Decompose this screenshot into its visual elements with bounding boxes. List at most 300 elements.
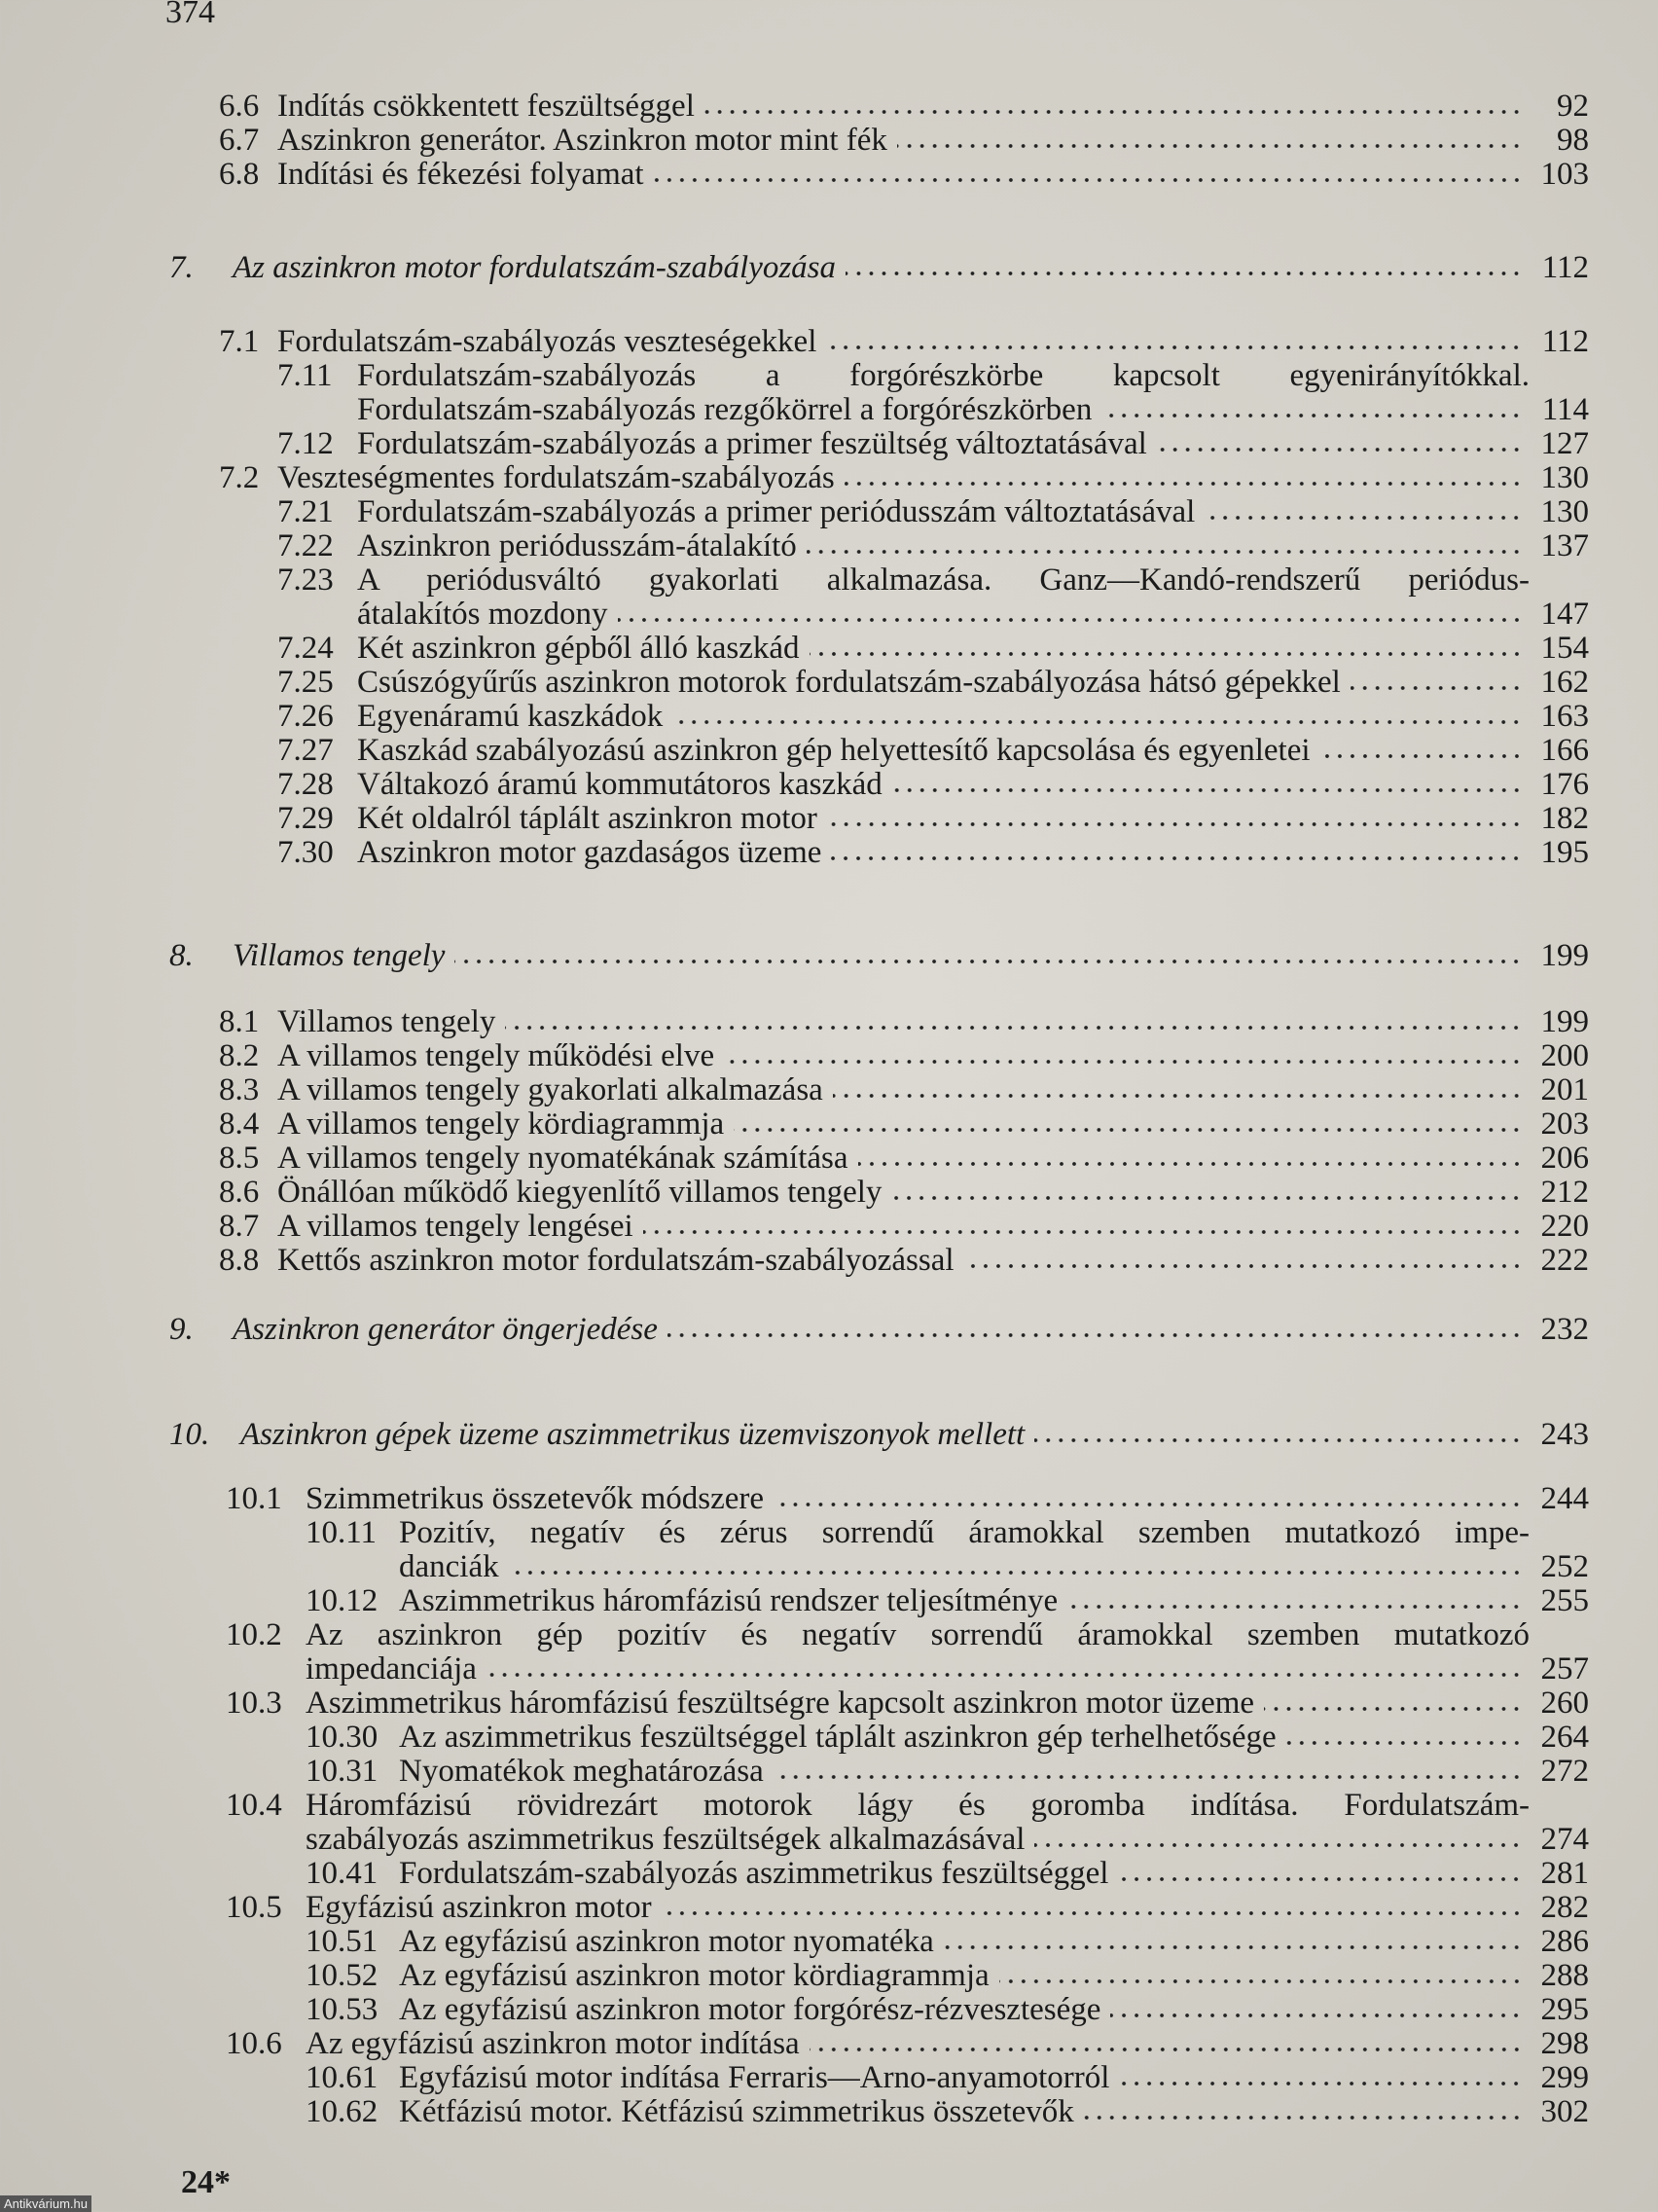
toc-entry: [0, 1244, 1658, 1278]
entry-number: 10.: [169, 1417, 210, 1452]
dot-leader: [1157, 446, 1523, 453]
entry-page-number: 302: [1540, 2094, 1589, 2129]
entry-page-number: 92: [1557, 89, 1589, 124]
entry-page-number: 130: [1540, 460, 1589, 495]
entry-page-number: 220: [1540, 1209, 1589, 1244]
dot-leader: [724, 1058, 1523, 1066]
entry-page-number: 295: [1540, 1992, 1589, 2027]
entry-text: [306, 1891, 1589, 1925]
entry-number: 7.22: [277, 528, 334, 563]
entry-number: 7.26: [277, 699, 334, 734]
toc-block: [0, 325, 1658, 870]
dot-leader: [774, 1773, 1523, 1781]
entry-text: [277, 1244, 1589, 1278]
entry-number: 7.28: [277, 767, 334, 802]
toc-entry: [0, 158, 1658, 192]
toc-entry: [0, 1039, 1658, 1073]
entry-page-number: 200: [1540, 1038, 1589, 1073]
entry-text: [399, 2061, 1589, 2095]
chapter-entry: [0, 251, 1658, 285]
entry-line: [0, 1993, 1658, 2027]
dot-leader: [999, 1977, 1523, 1985]
entry-page-number: 286: [1540, 1924, 1589, 1959]
entry-line: [0, 563, 1658, 598]
entry-number: 10.11: [306, 1515, 378, 1550]
toc-entry: [0, 1142, 1658, 1176]
dot-leader: [643, 1228, 1523, 1236]
entry-line: [0, 1073, 1658, 1107]
entry-text: [277, 1210, 1589, 1244]
entry-line: [0, 939, 1658, 973]
entry-page-number: 298: [1540, 2026, 1589, 2061]
entry-text: [399, 1857, 1589, 1891]
entry-number: 9.: [169, 1312, 194, 1347]
entry-number: 8.1: [219, 1004, 260, 1039]
entry-line: [0, 90, 1658, 124]
entry-text: [399, 1959, 1589, 1993]
entry-number: 10.41: [306, 1856, 378, 1891]
entry-line: [0, 1959, 1658, 1993]
entry-page-number: 212: [1540, 1175, 1589, 1210]
entry-title: Fordulatszám-szabályozás rezgőkörrel a forgórészkörben: [357, 392, 1093, 427]
entry-text: [357, 393, 1589, 427]
toc-block: [0, 939, 1658, 973]
entry-line: [0, 1313, 1658, 1347]
entry-title: Fordulatszám-szabályozás aszimmetrikus feszültséggel: [399, 1856, 1109, 1891]
toc-entry: [0, 1482, 1658, 1516]
entry-text: [399, 2095, 1589, 2129]
entry-title: A periódusváltó gyakorlati alkalmazása. Ganz—Kandó-rendszerű periódus-: [357, 562, 1530, 598]
entry-page-number: 112: [1541, 250, 1589, 285]
entry-line: [0, 1584, 1658, 1618]
entry-number: 8.3: [219, 1072, 260, 1107]
entry-number: 7.11: [277, 358, 333, 393]
entry-page-number: 264: [1540, 1720, 1589, 1755]
toc-block: [0, 90, 1658, 192]
entry-line: [0, 1005, 1658, 1039]
entry-line: [0, 632, 1658, 666]
toc-entry: [0, 1073, 1658, 1107]
entry-page-number: 199: [1540, 938, 1589, 973]
entry-number: 10.3: [226, 1686, 282, 1721]
dot-leader: [858, 1160, 1523, 1168]
entry-text: [399, 1584, 1589, 1618]
entry-title: Pozitív, negatív és zérus sorrendű áramokkal szemben mutatkozó impe-: [399, 1515, 1530, 1550]
dot-leader: [897, 142, 1523, 150]
entry-number: 10.51: [306, 1924, 378, 1959]
entry-title: Az egyfázisú aszinkron motor indítása: [306, 2026, 800, 2061]
entry-page-number: 166: [1540, 733, 1589, 768]
entry-text: [357, 529, 1589, 563]
entry-page-number: 244: [1540, 1481, 1589, 1516]
entry-text: [399, 1755, 1589, 1789]
dot-leader: [774, 1501, 1523, 1508]
entry-number: 10.61: [306, 2060, 378, 2095]
entry-title: Háromfázisú rövidrezárt motorok lágy és goromba indítása. Fordulatszám-: [306, 1788, 1530, 1823]
entry-page-number: 203: [1540, 1106, 1589, 1142]
entry-number: 7.24: [277, 631, 334, 666]
entry-line: [0, 1482, 1658, 1516]
toc-block: [0, 251, 1658, 285]
entry-page-number: 281: [1540, 1856, 1589, 1891]
entry-text: [357, 427, 1589, 461]
dot-leader: [704, 108, 1523, 116]
chapter-entry: [0, 1418, 1658, 1452]
entry-title: Váltakozó áramú kommutátoros kaszkád: [357, 767, 883, 802]
entry-text: [306, 1789, 1530, 1823]
entry-line: [0, 124, 1658, 158]
entry-title: Az egyfázisú aszinkron motor nyomatéka: [399, 1924, 934, 1959]
toc-entry: [0, 2061, 1658, 2095]
entry-page-number: 206: [1540, 1141, 1589, 1176]
entry-line: [0, 1618, 1658, 1652]
entry-line: [0, 700, 1658, 734]
entry-title: Villamos tengely: [233, 938, 446, 973]
entry-line: [0, 495, 1658, 529]
entry-number: 10.4: [226, 1788, 282, 1823]
toc-entry: [0, 1686, 1658, 1721]
entry-text: [357, 666, 1589, 700]
entry-text: [357, 836, 1589, 870]
entry-title: Két aszinkron gépből álló kaszkád: [357, 631, 800, 666]
entry-title: Villamos tengely: [277, 1004, 496, 1039]
entry-title: Veszteségmentes fordulatszám-szabályozás: [277, 460, 835, 495]
entry-line: [0, 2095, 1658, 2129]
dot-leader: [1067, 1603, 1523, 1611]
entry-page-number: 176: [1540, 767, 1589, 802]
entry-number: 7.29: [277, 801, 334, 836]
toc-entry: [0, 1891, 1658, 1925]
entry-text: [399, 1721, 1589, 1755]
entry-line: [0, 2027, 1658, 2061]
entry-title: Az egyfázisú aszinkron motor forgórész-rézvesztesége: [399, 1992, 1101, 2027]
dot-leader: [454, 958, 1523, 965]
toc-entry: [0, 666, 1658, 700]
entry-text: [240, 1418, 1589, 1452]
entry-number: 6.6: [219, 89, 260, 124]
entry-line: [0, 251, 1658, 285]
entry-number: 10.6: [226, 2026, 282, 2061]
dot-leader: [827, 820, 1523, 828]
entry-line: [0, 359, 1658, 393]
toc-entry: [0, 461, 1658, 495]
toc-entry: [0, 1925, 1658, 1959]
entry-title: Indítás csökkentett feszültséggel: [277, 89, 695, 124]
entry-title: Az aszimmetrikus feszültséggel táplált aszinkron gép terhelhetősége: [399, 1720, 1277, 1755]
entry-number: 10.52: [306, 1958, 378, 1993]
entry-title: Fordulatszám-szabályozás a primer feszültség változtatásával: [357, 426, 1147, 461]
entry-page-number: 252: [1540, 1549, 1589, 1584]
entry-text: [306, 1652, 1589, 1686]
entry-title: Aszimmetrikus háromfázisú rendszer teljesítménye: [399, 1583, 1059, 1618]
entry-number: 10.62: [306, 2094, 378, 2129]
dot-leader: [1119, 2080, 1523, 2087]
entry-page-number: 232: [1540, 1312, 1589, 1347]
entry-page-number: 222: [1540, 1243, 1589, 1278]
dot-leader: [891, 1194, 1523, 1202]
entry-title: danciák: [399, 1549, 499, 1584]
entry-title: Csúszógyűrűs aszinkron motorok fordulatszám-szabályozása hátsó gépekkel: [357, 665, 1341, 700]
entry-text: [357, 734, 1589, 768]
entry-title: Aszinkron generátor. Aszinkron motor mint fék: [277, 123, 887, 158]
entry-number: 10.30: [306, 1720, 378, 1755]
entry-title: Szimmetrikus összetevők módszere: [306, 1481, 765, 1516]
toc-entry: [0, 836, 1658, 870]
toc-entry: [0, 427, 1658, 461]
entry-number: 7.12: [277, 426, 334, 461]
entry-line: [0, 1176, 1658, 1210]
entry-title: Aszinkron gépek üzeme aszimmetrikus üzemviszonyok mellett: [240, 1417, 1026, 1452]
entry-title: Két oldalról táplált aszinkron motor: [357, 801, 817, 836]
toc-entry: [0, 124, 1658, 158]
entry-line: [0, 1039, 1658, 1073]
dot-leader: [892, 786, 1523, 794]
entry-number: 6.7: [219, 123, 260, 158]
entry-text: [277, 1142, 1589, 1176]
entry-number: 8.2: [219, 1038, 260, 1073]
entry-line: [0, 1857, 1658, 1891]
entry-text: [357, 563, 1530, 598]
entry-number: 8.7: [219, 1209, 260, 1244]
entry-title: Indítási és fékezési folyamat: [277, 157, 644, 192]
dot-leader: [618, 616, 1523, 624]
dot-leader: [964, 1262, 1523, 1270]
entry-line: [0, 1210, 1658, 1244]
entry-title: Fordulatszám-szabályozás a primer periódusszám változtatásával: [357, 494, 1196, 529]
entry-text: [277, 461, 1589, 495]
entry-page-number: 98: [1557, 123, 1589, 158]
toc-entry: [0, 2027, 1658, 2061]
entry-page-number: 130: [1540, 494, 1589, 529]
dot-leader: [1110, 2012, 1523, 2019]
entry-text: [306, 1618, 1530, 1652]
toc-entry: [0, 1755, 1658, 1789]
dot-leader: [845, 480, 1523, 488]
entry-line: [0, 1686, 1658, 1721]
entry-number: 10.1: [226, 1481, 282, 1516]
toc-entry: [0, 2095, 1658, 2129]
entry-title: átalakítós mozdony: [357, 597, 608, 632]
entry-number: 7.21: [277, 494, 334, 529]
entry-line: [0, 393, 1658, 427]
entry-number: 7.27: [277, 733, 334, 768]
entry-text: [357, 700, 1589, 734]
entry-page-number: 195: [1540, 835, 1589, 870]
entry-text: [357, 359, 1530, 393]
entry-number: 7.25: [277, 665, 334, 700]
entry-title: Fordulatszám-szabályozás a forgórészkörbe kapcsolt egyenirányítókkal.: [357, 358, 1530, 393]
entry-line: [0, 1244, 1658, 1278]
entry-title: Egyfázisú aszinkron motor: [306, 1890, 652, 1925]
entry-text: [357, 598, 1589, 632]
toc-entry: [0, 1993, 1658, 2027]
toc-block: [0, 1482, 1658, 2129]
entry-title: Az aszinkron motor fordulatszám-szabályozása: [233, 250, 837, 285]
dot-leader: [1101, 412, 1523, 419]
entry-page-number: 255: [1540, 1583, 1589, 1618]
entry-page-number: 127: [1540, 426, 1589, 461]
toc-entry: [0, 1618, 1658, 1686]
toc-block: [0, 1418, 1658, 1452]
entry-text: [277, 1005, 1589, 1039]
dot-leader: [487, 1671, 1523, 1679]
entry-line: [0, 427, 1658, 461]
entry-line: [0, 1721, 1658, 1755]
dot-leader: [810, 650, 1523, 658]
entry-page-number: 272: [1540, 1754, 1589, 1789]
toc-entry: [0, 90, 1658, 124]
entry-page-number: 112: [1541, 324, 1589, 359]
toc-entry: [0, 1176, 1658, 1210]
entry-text: [306, 1823, 1589, 1857]
dot-leader: [1034, 1436, 1523, 1444]
entry-text: [233, 939, 1589, 973]
entry-line: [0, 666, 1658, 700]
entry-line: [0, 1107, 1658, 1142]
toc-entry: [0, 632, 1658, 666]
entry-line: [0, 158, 1658, 192]
toc-entry: [0, 1210, 1658, 1244]
entry-line: [0, 1516, 1658, 1550]
toc-entry: [0, 495, 1658, 529]
entry-title: Egyfázisú motor indítása Ferraris—Arno-anyamotorról: [399, 2060, 1110, 2095]
entry-number: 6.8: [219, 157, 260, 192]
entry-line: [0, 1142, 1658, 1176]
entry-number: 7.2: [219, 460, 260, 495]
entry-page-number: 163: [1540, 699, 1589, 734]
toc-entry: [0, 529, 1658, 563]
entry-page-number: 288: [1540, 1958, 1589, 1993]
entry-number: 8.: [169, 938, 194, 973]
entry-text: [306, 2027, 1589, 2061]
entry-line: [0, 1789, 1658, 1823]
entry-text: [357, 802, 1589, 836]
toc-entry: [0, 1857, 1658, 1891]
entry-page-number: 299: [1540, 2060, 1589, 2095]
entry-title: szabályozás aszimmetrikus feszültségek alkalmazásával: [306, 1822, 1026, 1857]
entry-title: Aszinkron generátor öngerjedése: [233, 1312, 658, 1347]
dot-leader: [846, 270, 1523, 277]
toc-entry: [0, 734, 1658, 768]
entry-line: [0, 1550, 1658, 1584]
dot-leader: [1084, 2114, 1523, 2121]
entry-number: 10.2: [226, 1617, 282, 1652]
entry-title: Kétfázisú motor. Kétfázisú szimmetrikus összetevők: [399, 2094, 1074, 2129]
dot-leader: [944, 1943, 1523, 1951]
entry-number: 10.5: [226, 1890, 282, 1925]
dot-leader: [1034, 1841, 1523, 1849]
entry-number: 8.6: [219, 1175, 260, 1210]
entry-line: [0, 802, 1658, 836]
toc-entry: [0, 768, 1658, 802]
dot-leader: [672, 718, 1523, 726]
chapter-entry: [0, 1313, 1658, 1347]
toc-entry: [0, 359, 1658, 427]
toc-entry: [0, 802, 1658, 836]
entry-page-number: 162: [1540, 665, 1589, 700]
entry-title: impedanciája: [306, 1651, 477, 1686]
entry-line: [0, 598, 1658, 632]
entry-text: [277, 1107, 1589, 1142]
toc-entry: [0, 563, 1658, 632]
entry-text: [277, 1039, 1589, 1073]
dot-leader: [1286, 1739, 1523, 1747]
dot-leader: [807, 548, 1523, 556]
entry-number: 8.5: [219, 1141, 260, 1176]
dot-leader: [1118, 1875, 1523, 1883]
entry-text: [277, 325, 1589, 359]
entry-line: [0, 1823, 1658, 1857]
dot-leader: [662, 1909, 1523, 1917]
dot-leader: [734, 1126, 1523, 1134]
entry-number: 7.: [169, 250, 194, 285]
toc-entry: [0, 700, 1658, 734]
entry-line: [0, 768, 1658, 802]
entry-text: [277, 158, 1589, 192]
entry-title: A villamos tengely működési elve: [277, 1038, 715, 1073]
entry-text: [277, 1073, 1589, 1107]
dot-leader: [509, 1569, 1523, 1577]
dot-leader: [833, 1092, 1523, 1100]
entry-text: [306, 1686, 1589, 1721]
entry-text: [277, 124, 1589, 158]
toc-block: [0, 1005, 1658, 1278]
toc-entry: [0, 1721, 1658, 1755]
chapter-entry: [0, 939, 1658, 973]
entry-text: [233, 1313, 1589, 1347]
dot-leader: [1264, 1705, 1523, 1713]
toc-entry: [0, 1789, 1658, 1857]
entry-text: [399, 1516, 1530, 1550]
entry-line: [0, 1418, 1658, 1452]
entry-line: [0, 1925, 1658, 1959]
dot-leader: [831, 854, 1523, 862]
entry-number: 8.4: [219, 1106, 260, 1142]
entry-line: [0, 1755, 1658, 1789]
entry-title: A villamos tengely gyakorlati alkalmazása: [277, 1072, 823, 1107]
entry-text: [399, 1993, 1589, 2027]
entry-page-number: 147: [1540, 597, 1589, 632]
entry-number: 10.12: [306, 1583, 378, 1618]
entry-text: [357, 768, 1589, 802]
entry-text: [277, 90, 1589, 124]
dot-leader: [1205, 514, 1523, 522]
page-number: 374: [165, 0, 215, 30]
entry-page-number: 199: [1540, 1004, 1589, 1039]
entry-title: Egyenáramú kaszkádok: [357, 699, 664, 734]
entry-text: [277, 1176, 1589, 1210]
entry-line: [0, 734, 1658, 768]
dot-leader: [826, 344, 1523, 351]
entry-page-number: 282: [1540, 1890, 1589, 1925]
entry-number: 7.23: [277, 562, 334, 598]
entry-title: Fordulatszám-szabályozás veszteségekkel: [277, 324, 817, 359]
entry-title: Az aszinkron gép pozitív és negatív sorrendű áramokkal szemben mutatkozó: [306, 1617, 1530, 1652]
entry-text: [399, 1550, 1589, 1584]
toc-block: [0, 1313, 1658, 1347]
entry-title: Nyomatékok meghatározása: [399, 1754, 764, 1789]
entry-line: [0, 2061, 1658, 2095]
entry-page-number: 260: [1540, 1686, 1589, 1721]
entry-text: [399, 1925, 1589, 1959]
entry-line: [0, 325, 1658, 359]
entry-page-number: 182: [1540, 801, 1589, 836]
entry-text: [233, 251, 1589, 285]
entry-title: A villamos tengely lengései: [277, 1209, 633, 1244]
entry-number: 7.30: [277, 835, 334, 870]
dot-leader: [1351, 684, 1523, 692]
entry-page-number: 274: [1540, 1822, 1589, 1857]
